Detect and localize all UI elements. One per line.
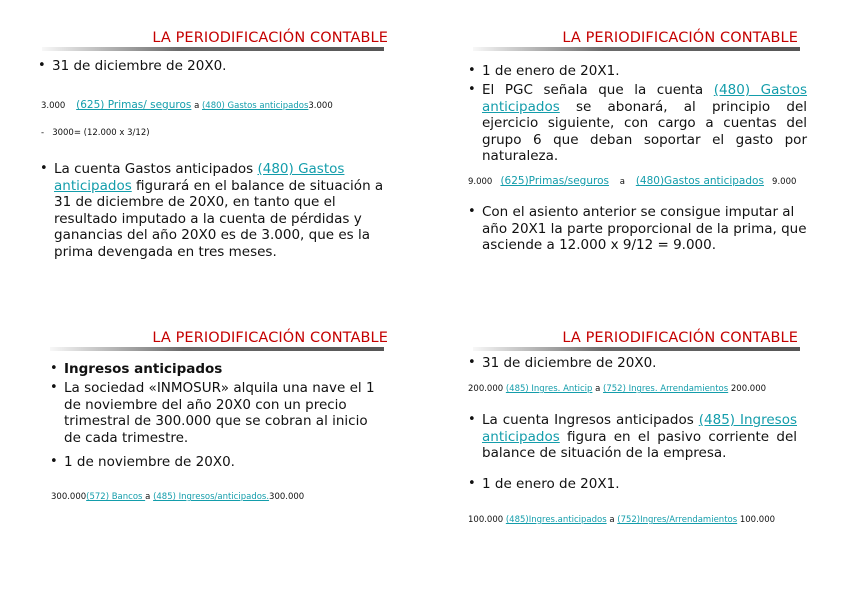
bullet-heading: • Ingresos anticipados (50, 361, 223, 377)
account-link[interactable]: (572) Bancos (86, 492, 146, 502)
journal-entry: 3.000 (625) Primas/ seguros a (480) Gastos anticipados3.000 (41, 99, 333, 111)
journal-entry: 200.000 (485) Ingres. Anticip a (752) Ingres. Arrendamientos 200.000 (468, 384, 767, 394)
slide-1 (20, 30, 420, 305)
title-rule (50, 347, 384, 351)
account-link[interactable]: (480) Gastos anticipados (54, 161, 345, 194)
account-link[interactable]: (485) Ingresos anticipados (482, 412, 797, 445)
title-rule (473, 347, 800, 351)
journal-entry: 300.000(572) Bancos a (485) Ingresos/anticipados.300.000 (51, 492, 305, 502)
bullet-date: • 31 de diciembre de 20X0. (38, 58, 227, 74)
account-link[interactable]: (485)Ingres.anticipados (505, 515, 607, 525)
account-link[interactable]: (480) Gastos anticipados (201, 101, 309, 111)
bullet-date: • 31 de diciembre de 20X0. (468, 355, 657, 371)
account-link[interactable]: (625)Primas/seguros (500, 175, 609, 187)
slide-2 (448, 30, 848, 305)
account-link[interactable]: (625) Primas/ seguros (76, 99, 192, 111)
journal-entry: 9.000 (625)Primas/seguros a (480)Gastos anticipados 9.000 (468, 175, 797, 187)
paragraph-balance: • La cuenta Gastos anticipados (480) Gastos anticipados figurará en el balance de situación a 31 de diciembre de 20X0, en tanto que el resultado imputado a la cuenta de pérdidas y ganancias del año 20X0 es de 3.000, que es la prima devengada en tres meses. (40, 161, 384, 260)
account-link[interactable]: (480)Gastos anticipados (635, 175, 764, 187)
slide-4 (448, 330, 848, 605)
slide-title: LA PERIODIFICACIÓN CONTABLE (152, 330, 388, 346)
paragraph-result: • Con el asiento anterior se consigue imputar al año 20X1 la parte proporcional de la prima, que asciende a 12.000 x 9/12 = 9.000. (468, 204, 807, 253)
account-link[interactable]: (485) Ingresos/anticipados. (153, 492, 270, 502)
bullet-date: • 1 de enero de 20X1. (468, 63, 620, 79)
account-link[interactable]: (485) Ingres. Anticip (505, 384, 593, 394)
title-rule (42, 47, 384, 51)
slide-3 (20, 330, 420, 605)
journal-entry-2: 100.000 (485)Ingres.anticipados a (752)Ingres/Arrendamientos 100.000 (468, 515, 776, 525)
slide-title: LA PERIODIFICACIÓN CONTABLE (152, 30, 388, 46)
account-link[interactable]: (480) Gastos anticipados (482, 82, 808, 115)
bullet-date-2: • 1 de enero de 20X1. (468, 476, 620, 492)
title-rule (473, 47, 800, 51)
slide-title: LA PERIODIFICACIÓN CONTABLE (562, 330, 798, 346)
bullet-case: • La sociedad «INMOSUR» alquila una nave el 1 de noviembre del año 20X0 con un precio trimestral de 300.000 que se cobran al inicio de cada trimestre. (50, 380, 375, 446)
slide-title: LA PERIODIFICACIÓN CONTABLE (562, 30, 798, 46)
account-link[interactable]: (752)Ingres/Arrendamientos (617, 515, 738, 525)
paragraph-liability: • La cuenta Ingresos anticipados (485) Ingresos anticipados figura en el pasivo corriente del balance de situación de la empresa. (468, 412, 797, 461)
bullet-date: • 1 de noviembre de 20X0. (50, 454, 235, 470)
account-link[interactable]: (752) Ingres. Arrendamientos (603, 384, 729, 394)
paragraph-pgc: • El PGC señala que la cuenta (480) Gastos anticipados se abonará, al principio del ejercicio siguiente, con cargo a cuentas del grupo 6 que deban soportar el gasto por naturaleza. (468, 82, 808, 164)
calculation-note: - 3000= (12.000 x 3/12) (41, 128, 150, 138)
